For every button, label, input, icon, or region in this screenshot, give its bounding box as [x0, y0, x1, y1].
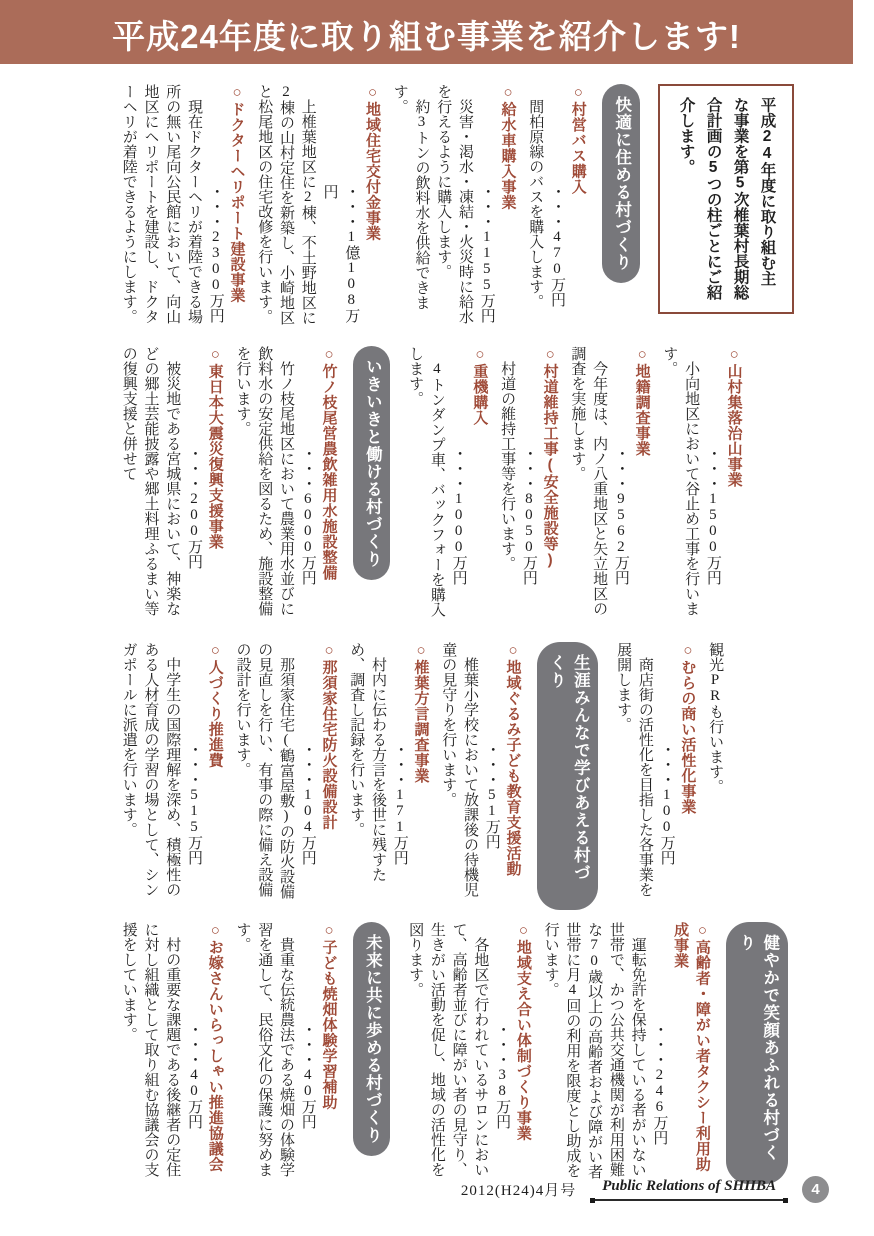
content-band [112, 642, 725, 910]
project-item [611, 642, 698, 910]
section-heading-wrap [353, 346, 391, 630]
project-budget: ・・・1500万円 [704, 446, 721, 585]
project-item [117, 922, 226, 1184]
project-description: 被災地である宮城県において、神楽などの郷土芸能披露や郷土料理ふるまい等の復興支援と併せて [120, 346, 181, 616]
project-title: ○ドクターヘリポート建設事業 [228, 84, 246, 303]
project-description: 椎葉小学校において放課後の待機児童の見守りを行います。 [440, 642, 478, 897]
project-budget: ・・・8050万円 [520, 446, 537, 585]
project-budget: ・・・2300万円 [207, 184, 224, 323]
project-description: 那須家住宅(鶴富屋敷)の防火設備の見直しを行い、有事の際に備え設備の設計を行います。 [234, 642, 294, 899]
project-budget: ・・・51万円 [483, 742, 500, 849]
project-description: 上椎葉地区に2棟、不土野地区に2棟の山村定住を新築し、小崎地区と松尾地区の住宅改修を行います。 [256, 84, 316, 325]
project-description: 各地区で行われているサロンにおいて、高齢者並びに障がい者の見守り、生きがい活動を促し、地域の活性化を図ります。 [407, 922, 489, 1177]
content-band [112, 346, 750, 630]
project-description: 商店街の活性化を目指した各事業を展開します。 [615, 642, 653, 897]
project-budget: ・・・1億108万円 [321, 184, 360, 323]
project-budget: ・・・104万円 [299, 742, 316, 865]
project-title: ○給水車購入事業 [499, 84, 517, 210]
project-budget: ・・・100万円 [658, 742, 675, 865]
project-budget: ・・・171万円 [391, 742, 408, 865]
section-heading-wrap [602, 84, 640, 334]
project-description: 4トンダンプ車、バックフォーを購入します。 [407, 346, 445, 617]
project-title: ○地域支え合い体制づくり事業 [514, 922, 532, 1141]
project-description: 災害・渇水・凍結・火災時に給水を行えるように購入します。 [435, 84, 473, 324]
content-area [112, 84, 850, 1196]
project-description: 竹ノ枝尾地区において農業用水並びに飲料水の安定供給を図るため、施設整備を行います。 [234, 346, 294, 616]
project-budget: ・・・6000万円 [299, 446, 316, 585]
project-description: 村内に伝わる方言を後世に残すため、調査し記録を行います。 [348, 642, 386, 882]
content-band [112, 84, 794, 334]
project-budget: ・・・515万円 [186, 742, 202, 865]
project-budget: ・・・40万円 [299, 1022, 316, 1129]
project-title: ○子ども焼畑体験学習補助 [320, 922, 338, 1110]
content-band [112, 922, 801, 1184]
intro-note-text: 平成24年度に取り組む主な事業を第5次椎葉村長期総合計画の5つの柱ごとにご紹介します。 [677, 97, 776, 300]
project-title: ○人づくり推進費 [206, 642, 224, 768]
project-title: ○地域住宅交付金事業 [364, 84, 381, 241]
project-title: ○竹ノ枝尾営農飲雑用水施設整備 [320, 346, 338, 581]
section-heading-wrap [353, 922, 391, 1184]
project-item [388, 84, 519, 334]
section-heading: 生涯みんなで学びあえる村づくり [537, 642, 599, 910]
project-description-continued: 観光PRも行います。 [707, 642, 724, 794]
project-budget: ・・・40万円 [186, 1022, 202, 1129]
project-item [524, 84, 589, 334]
project-item [495, 346, 560, 630]
section-heading: いきいきと働ける村づくり [353, 346, 391, 580]
project-item [117, 346, 226, 630]
project-description: 約3トンの飲料水を供給できます。 [391, 84, 430, 310]
project-description: 間柏原線のバスを購入します。 [527, 99, 544, 309]
project-budget: ・・・1000万円 [450, 446, 467, 585]
project-item [403, 922, 534, 1184]
project-item [117, 84, 248, 334]
project-description: 貴重な伝統農法である焼畑の体験学習を通して、民俗文化の保護に努めます。 [234, 922, 294, 1177]
publication-title: Public Relations of SHIIBA [592, 1178, 786, 1201]
project-title: ○重機購入 [471, 346, 489, 426]
page-footer [461, 1176, 829, 1203]
project-title: ○椎葉方言調査事業 [412, 642, 430, 784]
project-item [117, 642, 226, 910]
section-heading: 快適に住める村づくり [602, 84, 640, 283]
project-item [253, 84, 384, 334]
project-description: 現在ドクターヘリが着陸できる場所の無い尾向公民館において、向山地区にヘリポートを建設し、ドクターヘリが着陸できるようにします。 [120, 84, 202, 324]
project-title: ○東日本大震災復興支援事業 [206, 346, 224, 550]
project-title: ○村道維持工事(安全施設等) [541, 346, 559, 569]
project-title: ○地籍調査事業 [633, 346, 651, 457]
page-number-badge: 4 [802, 1176, 829, 1203]
project-title: ○山村集落治山事業 [725, 346, 743, 488]
project-description: 村道の維持工事等を行います。 [499, 361, 516, 571]
project-item [658, 346, 745, 630]
project-item [345, 642, 432, 910]
project-title: ○むらの商い活性化事業 [679, 642, 697, 815]
project-item [231, 642, 340, 910]
project-description: 中学生の国際理解を深め、積極性のある人材育成の学習の場として、シンガポールに派遣を行います。 [120, 642, 181, 897]
project-title: ○高齢者・障がい者タクシー利用助成事業 [672, 922, 711, 1172]
project-description: 小向地区において谷止め工事を行います。 [661, 346, 700, 616]
project-item [566, 346, 653, 630]
section-heading-wrap [537, 642, 599, 910]
project-budget: ・・・1155万円 [478, 184, 495, 323]
page-banner [0, 0, 853, 64]
project-budget: ・・・470万円 [549, 184, 565, 307]
project-title: ○お嫁さんいらっしゃい推進協議会 [206, 922, 224, 1172]
project-item [437, 642, 524, 910]
intro-note [658, 84, 794, 314]
project-title: ○村営バス購入 [569, 84, 587, 195]
section-heading: 未来に共に歩める村づくり [353, 922, 391, 1156]
project-budget: ・・・200万円 [186, 446, 202, 569]
project-title: ○地域ぐるみ子ども教育支援活動 [504, 642, 522, 877]
project-description: 今年度は、内ノ八重地区と矢立地区の調査を実施します。 [569, 346, 608, 616]
project-item [231, 922, 340, 1184]
project-item [539, 922, 713, 1184]
project-item [231, 346, 340, 630]
page-title: 平成24年度に取り組む事業を紹介します! [112, 17, 741, 55]
section-heading-wrap [726, 922, 788, 1184]
project-budget: ・・・9562万円 [612, 446, 629, 585]
issue-date: 2012(H24)4月号 [460, 1183, 577, 1199]
project-description: 村の重要な課題である後継者の定住に対し組織として取り組む協議会の支援をしています。 [120, 922, 181, 1177]
project-budget: ・・・38万円 [494, 1022, 511, 1129]
project-budget: ・・・246万円 [651, 1022, 668, 1145]
section-heading: 健やかで笑顔あふれる村づくり [726, 922, 788, 1184]
project-title: ○那須家住宅防火設備設計 [320, 642, 338, 830]
project-item [403, 346, 490, 630]
project-description: 運転免許を保持している者がいない世帯で、かつ公共交通機関が利用困難な70歳以上の高齢者および障がい者世帯に月4回の利用を限度とし助成を行います。 [542, 922, 646, 1179]
